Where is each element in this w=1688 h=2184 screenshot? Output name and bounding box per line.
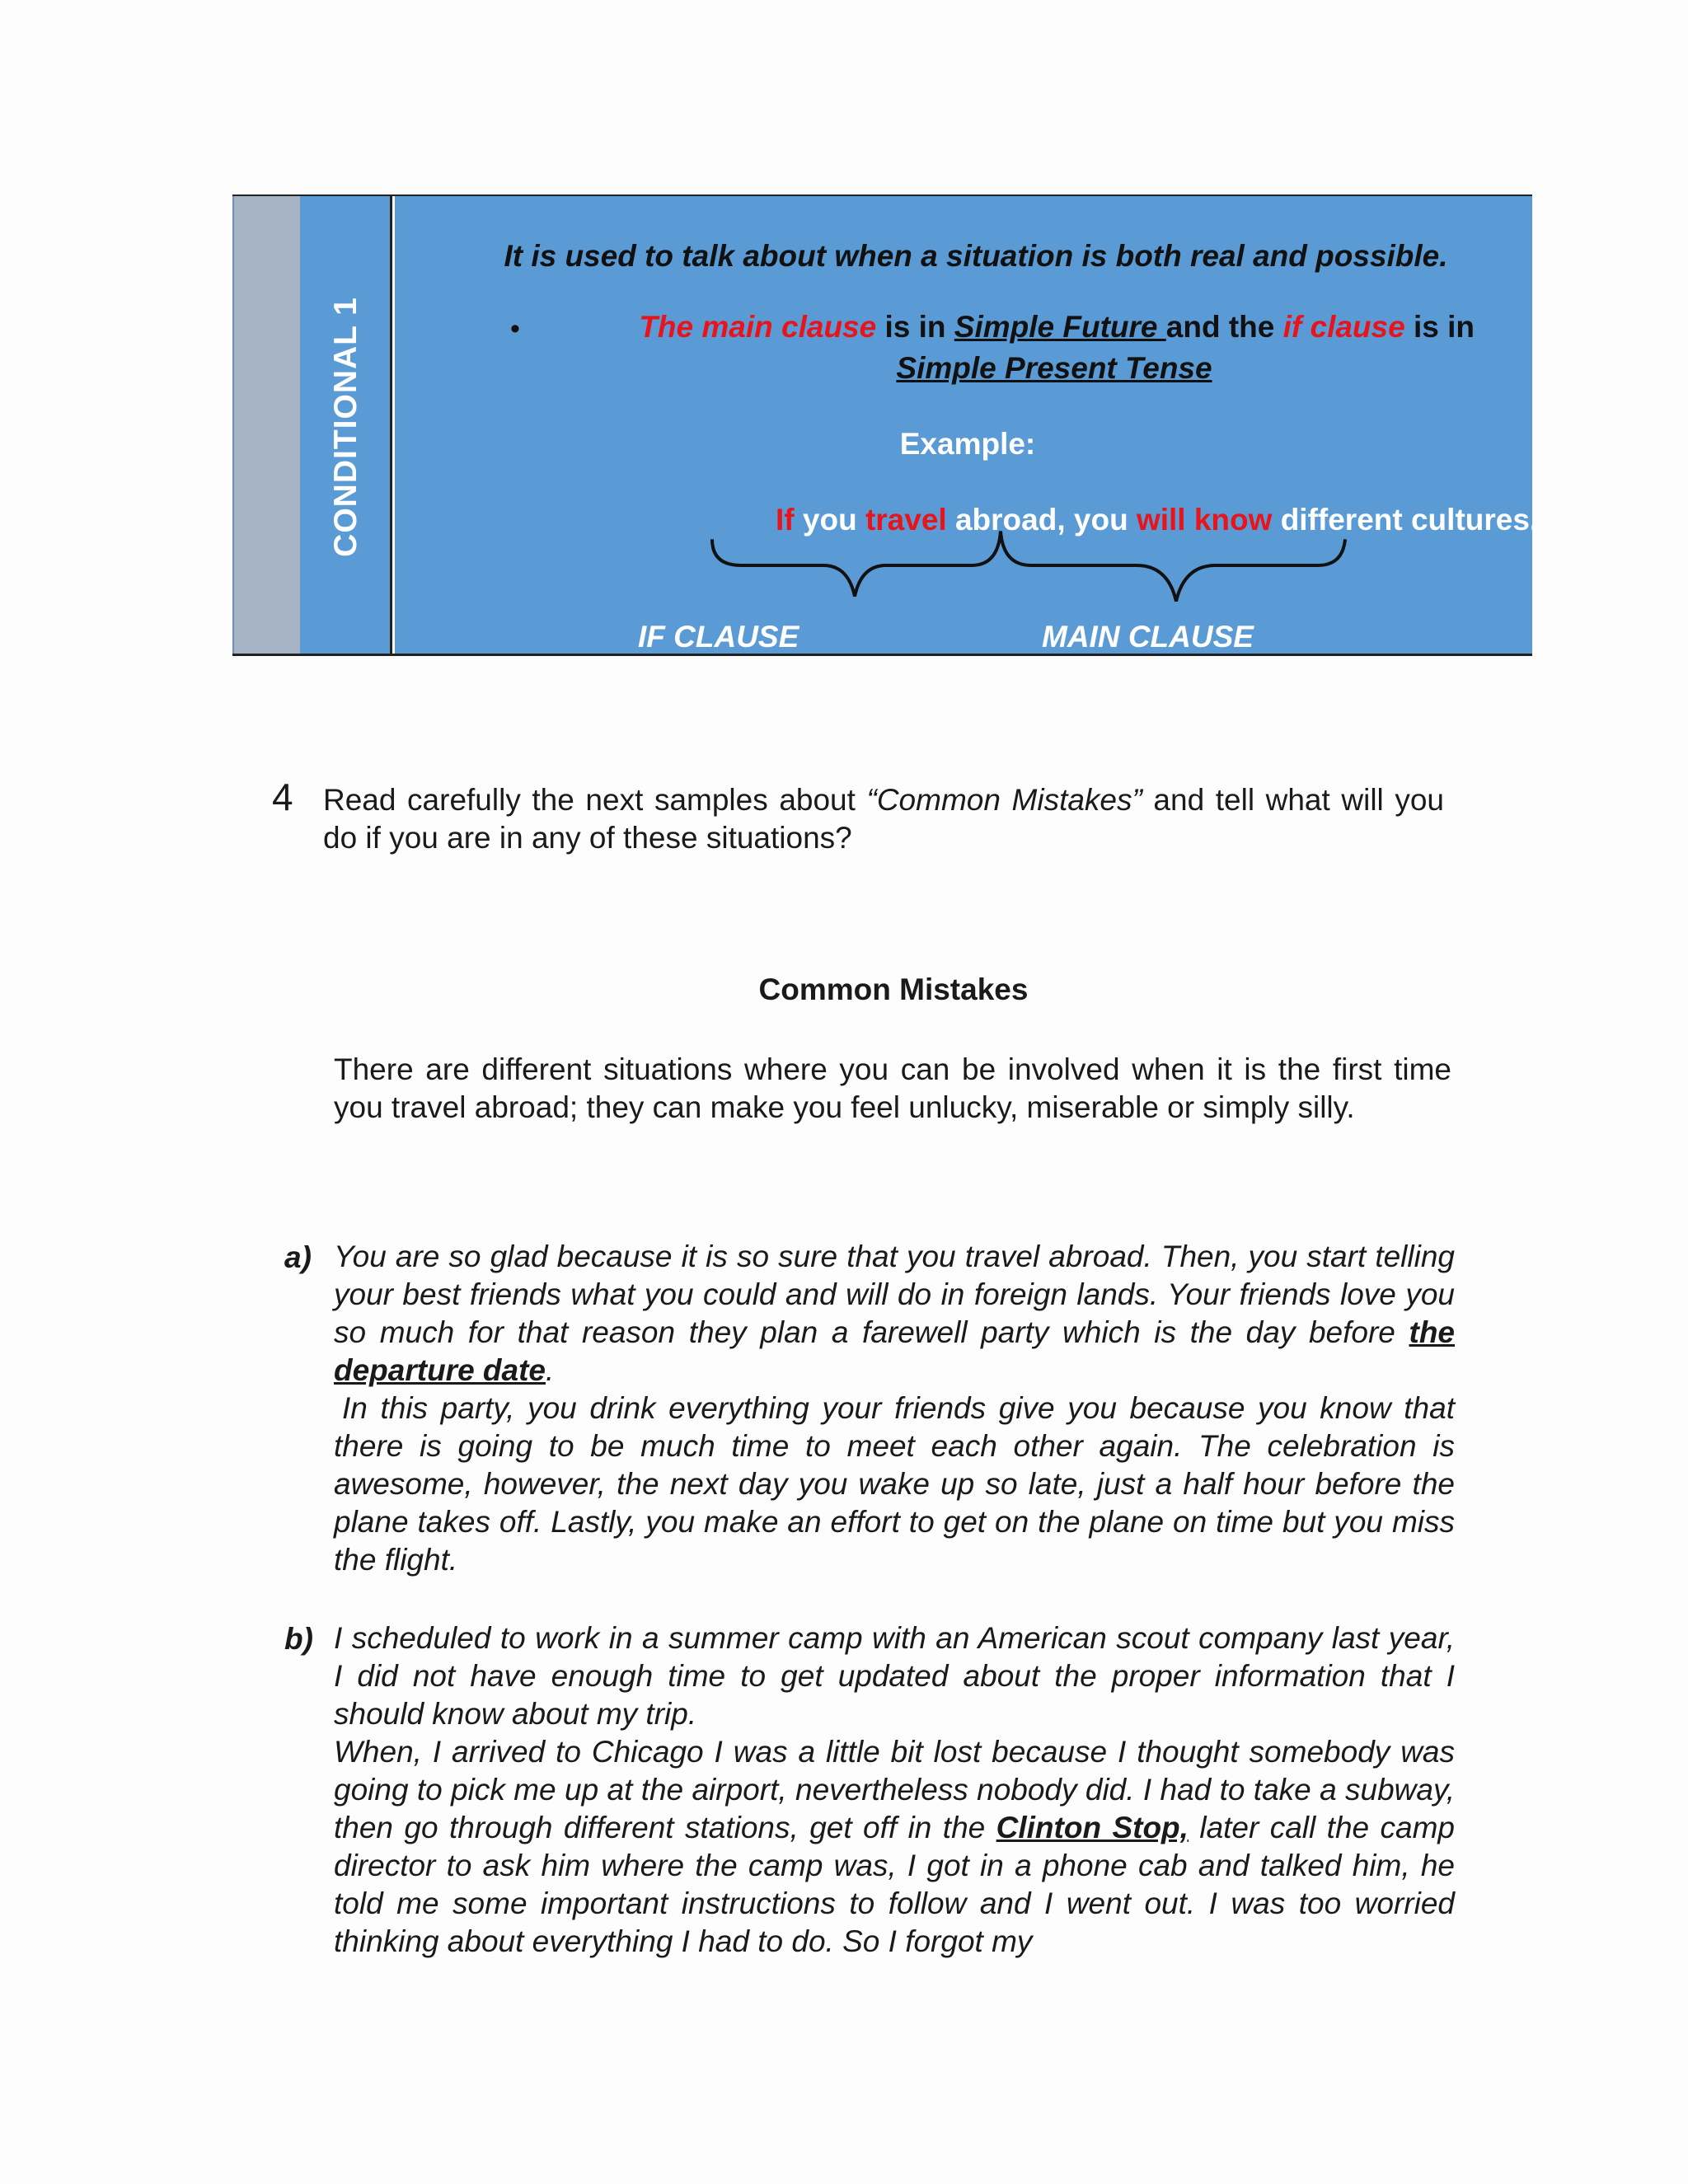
example-text: you (794, 503, 865, 537)
if-clause-label: IF CLAUSE (638, 620, 799, 654)
item-paragraph: In this party, you drink everything your friends give you because you know that there is going to be much time to meet each other again. The celebration is awesome, however, the next day you wake up so late, just a half hour before the plane takes off. Lastly, you make an effort to get on the plane on time but you miss the flight. (334, 1391, 1455, 1577)
emphasis-term: Clinton Stop, (996, 1811, 1189, 1844)
side-strip (232, 196, 300, 654)
question-text-part: Read carefully the next samples about (323, 783, 867, 817)
item-text-a (334, 1238, 1455, 1579)
conditional-panel (395, 196, 1539, 654)
usage-line: It is used to talk about when a situation is both real and possible. (504, 239, 1448, 273)
item-paragraph (334, 1238, 1455, 1390)
conditional-box (232, 194, 1539, 656)
example-text: different cultures. (1272, 503, 1539, 537)
item-text-part: . (546, 1353, 555, 1387)
item-text-part: later call the camp director to ask him where the camp was, I got in a phone cab and talked him, he told me some important instructions to follow and I went out. I was too worried thinking about everything I had to do. So I forgot my (334, 1811, 1455, 1958)
item-label-b: b) (284, 1622, 313, 1656)
main-clause-label: MAIN CLAUSE (1042, 620, 1254, 654)
question-text (323, 781, 1444, 857)
example-verb: will know (1136, 503, 1273, 537)
item-text-b (334, 1619, 1455, 1961)
label-strip (300, 196, 392, 654)
question-text-part: and tell what will you do if you are in any of these situations? (323, 783, 1444, 855)
question-number: 4 (272, 776, 293, 818)
simple-present-term: Simple Present Tense (896, 351, 1212, 385)
item-label-a: a) (284, 1240, 312, 1274)
simple-future-term: Simple Future (954, 310, 1166, 344)
item-text-part: When, I arrived to Chicago I was a little bit lost because I thought somebody was going to pick me up at the airport, nevertheless nobody did. I had to take a subway, then go through different stations, get off in the (334, 1735, 1455, 1844)
example-verb: travel (865, 503, 947, 537)
intro-paragraph: There are different situations where you can be involved when it is the first time you travel abroad; they can make you feel unlucky, miserable or simply silly. (334, 1052, 1451, 1124)
item-text-part: You are so glad because it is so sure that you travel abroad. Then, you start telling your best friends what you could and will do in foreign lands. Your friends love you so much for that reason they plan a farewell party which is the day before (334, 1240, 1455, 1349)
item-paragraph: I scheduled to work in a summer camp with an American scout company last year, I did not have enough time to get updated about the proper information that I should know about my trip. (334, 1621, 1455, 1731)
question-quote: “Common Mistakes” (866, 783, 1142, 817)
example-if: If (776, 503, 795, 537)
example-label: Example: (899, 427, 1036, 461)
braces-diagram (395, 196, 1532, 654)
rule-text: is in (876, 310, 954, 344)
bullet-icon: • (510, 313, 520, 344)
main-clause-term: The main clause (639, 310, 877, 344)
if-clause-term: if clause (1282, 310, 1405, 344)
conditional-label: CONDITIONAL 1 (328, 297, 363, 557)
example-text: abroad, you (946, 503, 1137, 537)
rule-text: and the (1165, 310, 1283, 344)
emphasis-term: the departure date (334, 1315, 1455, 1387)
main-clause-brace (1001, 531, 1345, 601)
rule-text: is in (1404, 310, 1475, 344)
item-paragraph (334, 1733, 1455, 1961)
if-clause-brace (712, 531, 1001, 596)
section-title: Common Mistakes (758, 972, 1029, 1006)
